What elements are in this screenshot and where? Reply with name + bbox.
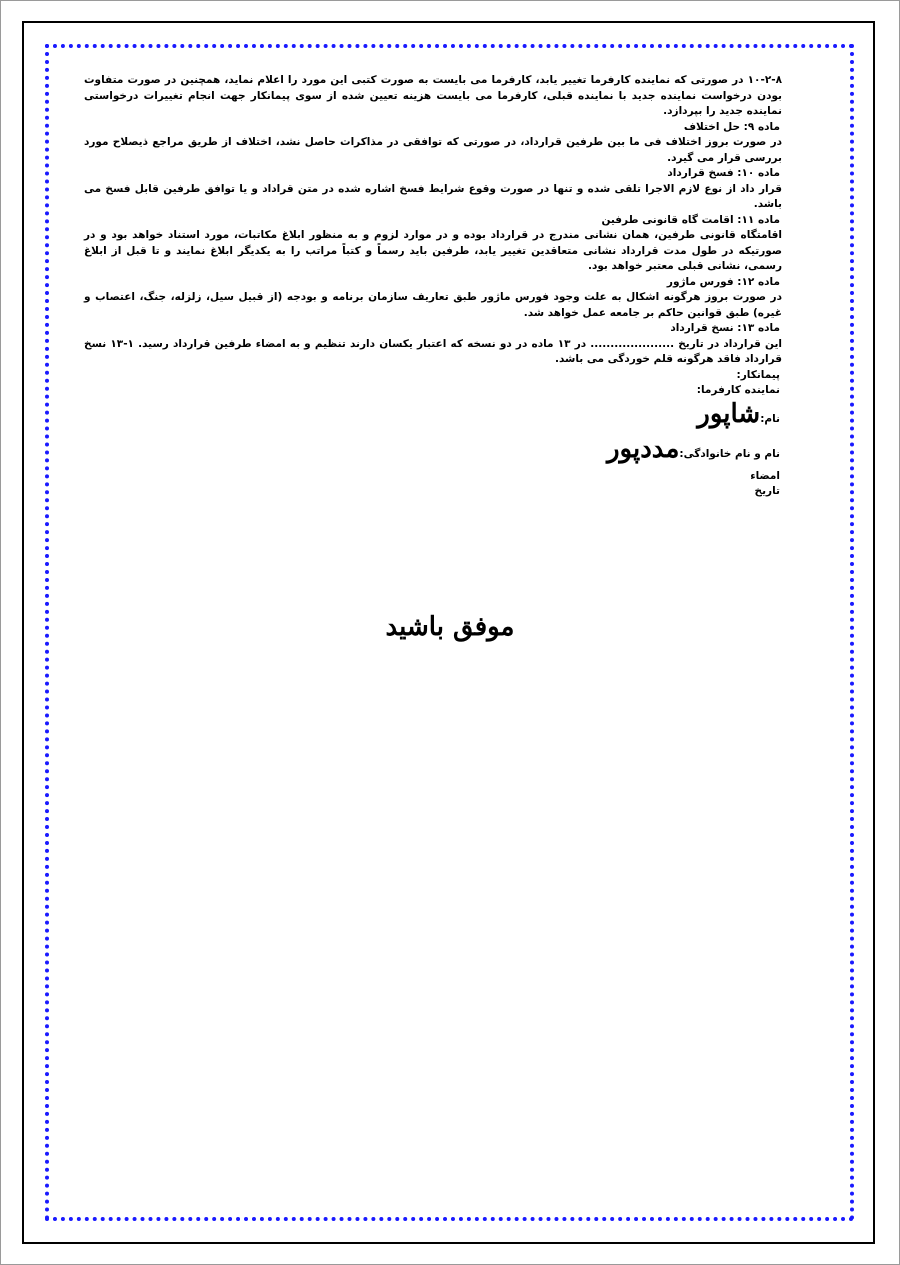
date-label: تاریخ bbox=[754, 485, 780, 497]
name-label: نام: bbox=[760, 412, 780, 425]
article-13-title: ماده ۱۳: نسخ قرارداد bbox=[670, 322, 780, 334]
surname-value: مددپور bbox=[607, 433, 680, 464]
closing-message: موفق باشید bbox=[385, 612, 515, 642]
article-11-title: ماده ۱۱: اقامت گاه قانونی طرفین bbox=[601, 213, 780, 226]
name-row bbox=[84, 399, 790, 434]
paragraph-10-2-8: ۱۰-۲-۸ در صورتی که نماینده کارفرما تغییر یابد، کارفرما می بایست به صورت کتبی این مورد را اعلام نماید، همچنین در صورت متفاوت بودن درخواست نماینده جدید با نماینده قبلی، کارفرما می بایست هزینه تعیین شده از سوی پیمانکار جهت انجام تغییرات درخواستی نماینده جدید را بپردازد. bbox=[84, 74, 782, 117]
document-body bbox=[84, 73, 790, 500]
client-rep-label: نماینده کارفرما: bbox=[696, 384, 780, 396]
article-12-text: در صورت بروز هرگونه اشکال به علت وجود فورس ماژور طبق تعاریف سازمان برنامه و بودجه (از قبیل سیل، زلزله، جنگ، اعتصاب و غیره) طبق قوانین حاکم بر جامعه عمل خواهد شد. bbox=[84, 291, 782, 319]
article-10-text: قرار داد از نوع لازم الاجرا تلقی شده و تنها در صورت وقوع شرایط فسخ اشاره شده در متن قراداد و یا توافق طرفین قابل فسخ می باشد. bbox=[84, 182, 782, 210]
article-9-title: ماده ۹: حل اختلاف bbox=[683, 120, 780, 133]
signature-label: امضاء bbox=[750, 469, 780, 482]
article-10-title: ماده ۱۰: فسخ قرارداد bbox=[667, 167, 780, 179]
contractor-label: پیمانکار: bbox=[736, 368, 780, 381]
surname-label: نام و نام خانوادگی: bbox=[679, 447, 780, 460]
article-9-text: در صورت بروز اختلاف فی ما بین طرفین قرارداد، در صورتی که توافقی در مذاکرات حاصل نشد، اختلاف از طریق مراجع ذیصلاح مورد بررسی قرار می گیرد. bbox=[84, 136, 782, 164]
surname-row bbox=[84, 434, 790, 469]
article-12-title: ماده ۱۲: فورس ماژور bbox=[666, 275, 780, 288]
name-value: شاپور bbox=[697, 398, 761, 429]
article-11-text: اقامتگاه قانونی طرفین، همان نشانی مندرج در قرارداد بوده و در موارد لزوم و به منظور ابلاغ مکاتبات، مورد استناد خواهد بود و در صورتیکه در طول مدت قرارداد نشانی متعاقدین تغییر یابد، طرفین باید رسماً و کتباً مراتب را به یکدیگر ابلاغ نمایند و تا قبل از ابلاغ رسمی، نشانی قبلی معتبر خواهد بود. bbox=[84, 229, 782, 272]
article-13-text: این قرارداد در تاریخ ..................... در ۱۳ ماده در دو نسخه که اعتبار یکسان دارند تنظیم و به امضاء طرفین قرارداد رسید. ۱-۱۳ نسخ قرارداد فاقد هرگونه قلم خوردگی می باشد. bbox=[84, 337, 783, 365]
